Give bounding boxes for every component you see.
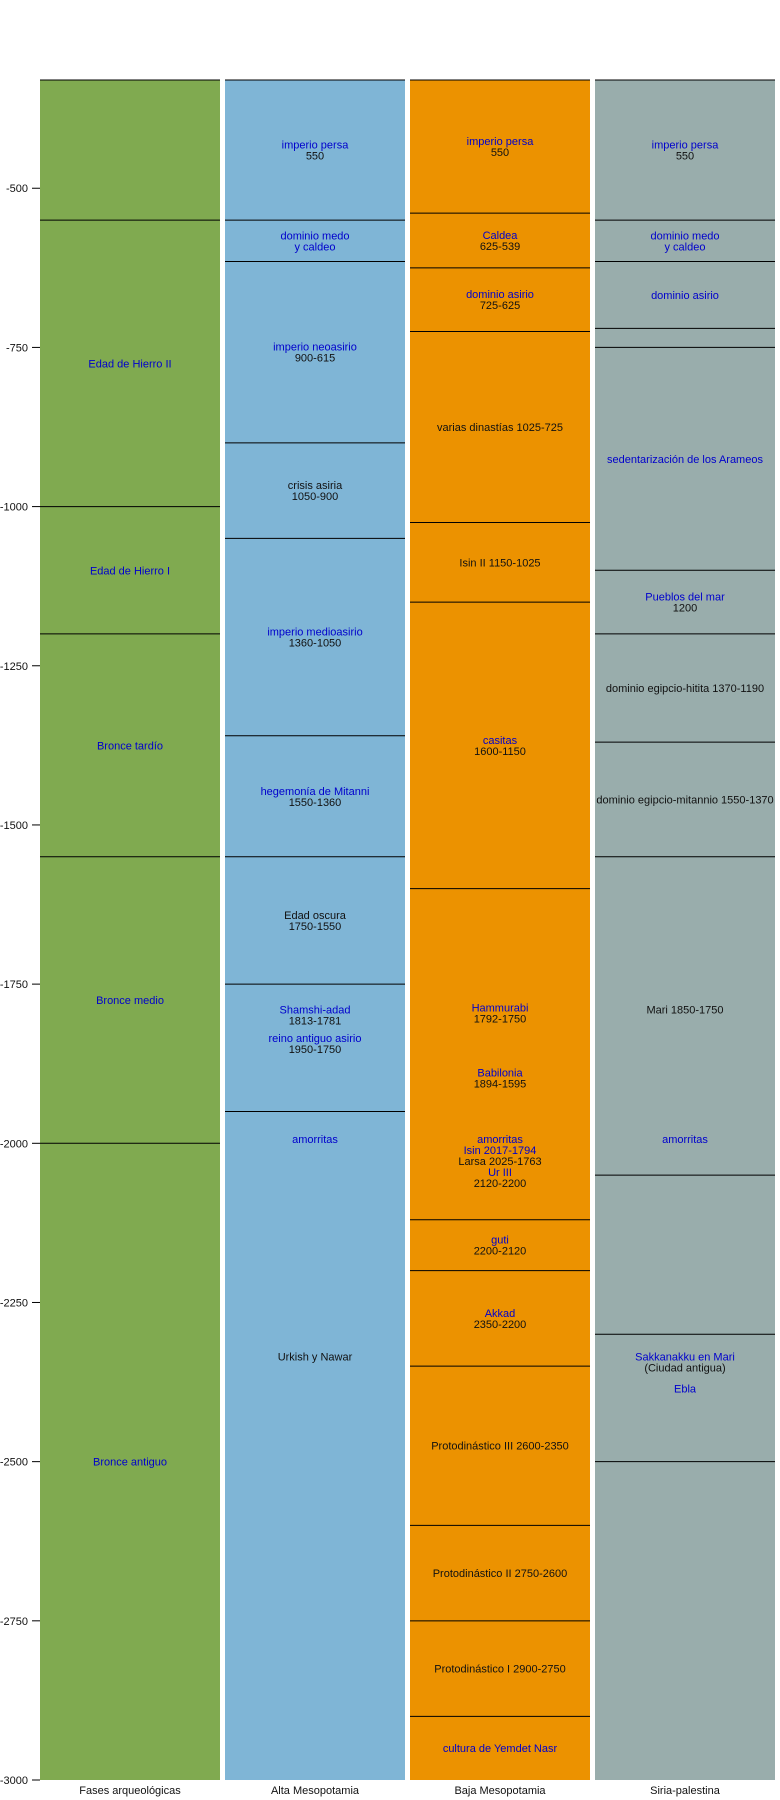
period-label: dominio egipcio-hitita 1370-1190	[605, 683, 765, 696]
period-block	[443, 1743, 558, 1755]
period-link-label[interactable]: Bronce tardío	[96, 740, 164, 753]
period-label: Protodinástico II 2750-2600	[432, 1568, 568, 1581]
period-link-label[interactable]: guti	[491, 1234, 509, 1247]
period-link-label[interactable]: Ebla	[673, 1383, 697, 1396]
column-title: Baja Mesopotamia	[454, 1785, 546, 1797]
period-label: 1550-1360	[288, 796, 342, 809]
period-link-label[interactable]: Edad de Hierro II	[88, 358, 172, 371]
period-label: 1813-1781	[288, 1015, 342, 1028]
y-tick-label: -1000	[0, 501, 28, 514]
column-title: Siria-palestina	[650, 1785, 720, 1797]
period-link-label[interactable]: imperio neoasirio	[273, 341, 357, 354]
period-link-label[interactable]: Babilonia	[477, 1067, 523, 1080]
period-label: Protodinástico III 2600-2350	[431, 1440, 569, 1453]
column-background	[40, 80, 220, 1780]
column-baja-mesopotamia	[410, 80, 590, 1780]
period-label: 550	[675, 150, 695, 163]
period-link-label[interactable]: Pueblos del mar	[645, 591, 725, 604]
period-link-label[interactable]: Sakkanakku en Mari	[635, 1351, 735, 1364]
period-label: 1360-1050	[288, 637, 342, 650]
period-label: 1950-1750	[288, 1044, 342, 1057]
period-link-label[interactable]: imperio medioasirio	[267, 626, 363, 639]
period-label: crisis asiria	[287, 480, 343, 493]
period-label: 2200-2120	[473, 1245, 527, 1258]
column-titles	[79, 1785, 720, 1797]
period-block	[93, 1457, 167, 1469]
period-link-label[interactable]: dominio medo	[650, 230, 720, 243]
column-background	[595, 80, 775, 1780]
period-label: 1750-1550	[288, 920, 342, 933]
period-link-label[interactable]: Akkad	[484, 1307, 516, 1320]
period-link-label[interactable]: Hammurabi	[471, 1002, 529, 1015]
period-link-label[interactable]: y caldeo	[294, 241, 336, 254]
period-link-label[interactable]: Caldea	[482, 229, 518, 242]
y-tick-label: -500	[5, 183, 28, 196]
period-link-label[interactable]: dominio asirio	[651, 289, 719, 302]
period-label: 625-539	[479, 240, 521, 253]
period-link-label[interactable]: Bronce medio	[96, 995, 164, 1008]
y-axis	[0, 183, 40, 1787]
y-tick-label: -2750	[0, 1615, 28, 1628]
period-label: 1792-1750	[473, 1013, 527, 1026]
period-link-label[interactable]: hegemonía de Mitanni	[260, 785, 370, 798]
column-title: Fases arqueológicas	[79, 1785, 181, 1797]
period-label: 1050-900	[291, 491, 339, 504]
period-label: (Ciudad antigua)	[644, 1362, 726, 1375]
period-label: Edad oscura	[284, 909, 346, 922]
period-label: 725-625	[479, 300, 521, 313]
period-link-label[interactable]: dominio medo	[280, 230, 350, 243]
period-link-label[interactable]: Edad de Hierro I	[89, 565, 171, 578]
period-label: dominio egipcio-mitannio 1550-1370	[596, 794, 774, 807]
column-siria-palestina	[595, 80, 775, 1780]
period-label: Mari 1850-1750	[646, 1004, 724, 1017]
period-label: 1600-1150	[474, 745, 526, 758]
period-label: 550	[305, 150, 325, 163]
period-label: 550	[490, 147, 510, 160]
period-label: 1200	[672, 602, 698, 615]
period-link-label[interactable]: Ur III	[488, 1166, 512, 1179]
period-link-label[interactable]: y caldeo	[664, 241, 706, 254]
y-tick-label: -3000	[0, 1775, 28, 1787]
y-tick-label: -1250	[0, 660, 28, 673]
y-tick-label: -1750	[0, 979, 28, 992]
period-label: 1894-1595	[473, 1078, 527, 1091]
period-label: 900-615	[294, 352, 336, 365]
y-tick-label: -2500	[0, 1456, 28, 1469]
period-label: 2350-2200	[473, 1318, 527, 1331]
period-link-label[interactable]: casitas	[482, 734, 518, 747]
period-link-label[interactable]: reino antiguo asirio	[268, 1033, 362, 1046]
period-link-label[interactable]: amorritas	[662, 1133, 708, 1146]
period-link-label[interactable]: Isin 2017-1794	[463, 1144, 537, 1157]
period-link-label[interactable]: cultura de Yemdet Nasr	[442, 1743, 558, 1756]
columns-layer	[40, 80, 775, 1780]
column-fases-arqueologicas	[40, 80, 220, 1780]
period-label: varias dinastías 1025-725	[437, 422, 563, 435]
y-tick-label: -2250	[0, 1297, 28, 1310]
column-title: Alta Mesopotamia	[270, 1785, 360, 1797]
period-link-label[interactable]: imperio persa	[281, 139, 349, 152]
period-label: Larsa 2025-1763	[458, 1155, 542, 1168]
period-label: Isin II 1150-1025	[459, 557, 541, 570]
period-link-label[interactable]: Shamshi-adad	[279, 1004, 351, 1017]
period-label: Urkish y Nawar	[277, 1351, 353, 1364]
period-link-label[interactable]: amorritas	[477, 1133, 523, 1146]
period-link-label[interactable]: imperio persa	[466, 136, 534, 149]
period-link-label[interactable]: sedentarización de los Arameos	[607, 453, 763, 466]
period-link-label[interactable]: dominio asirio	[466, 289, 534, 302]
period-label: 2120-2200	[473, 1177, 527, 1190]
column-alta-mesopotamia	[225, 80, 405, 1780]
y-tick-label: -750	[5, 342, 28, 355]
period-link-label[interactable]: Bronce antiguo	[93, 1456, 167, 1469]
period-link-label[interactable]: amorritas	[292, 1133, 338, 1146]
y-tick-label: -2000	[0, 1138, 28, 1151]
period-link-label[interactable]: imperio persa	[651, 139, 719, 152]
y-tick-label: -1500	[0, 819, 28, 832]
period-label: Protodinástico I 2900-2750	[434, 1663, 566, 1676]
